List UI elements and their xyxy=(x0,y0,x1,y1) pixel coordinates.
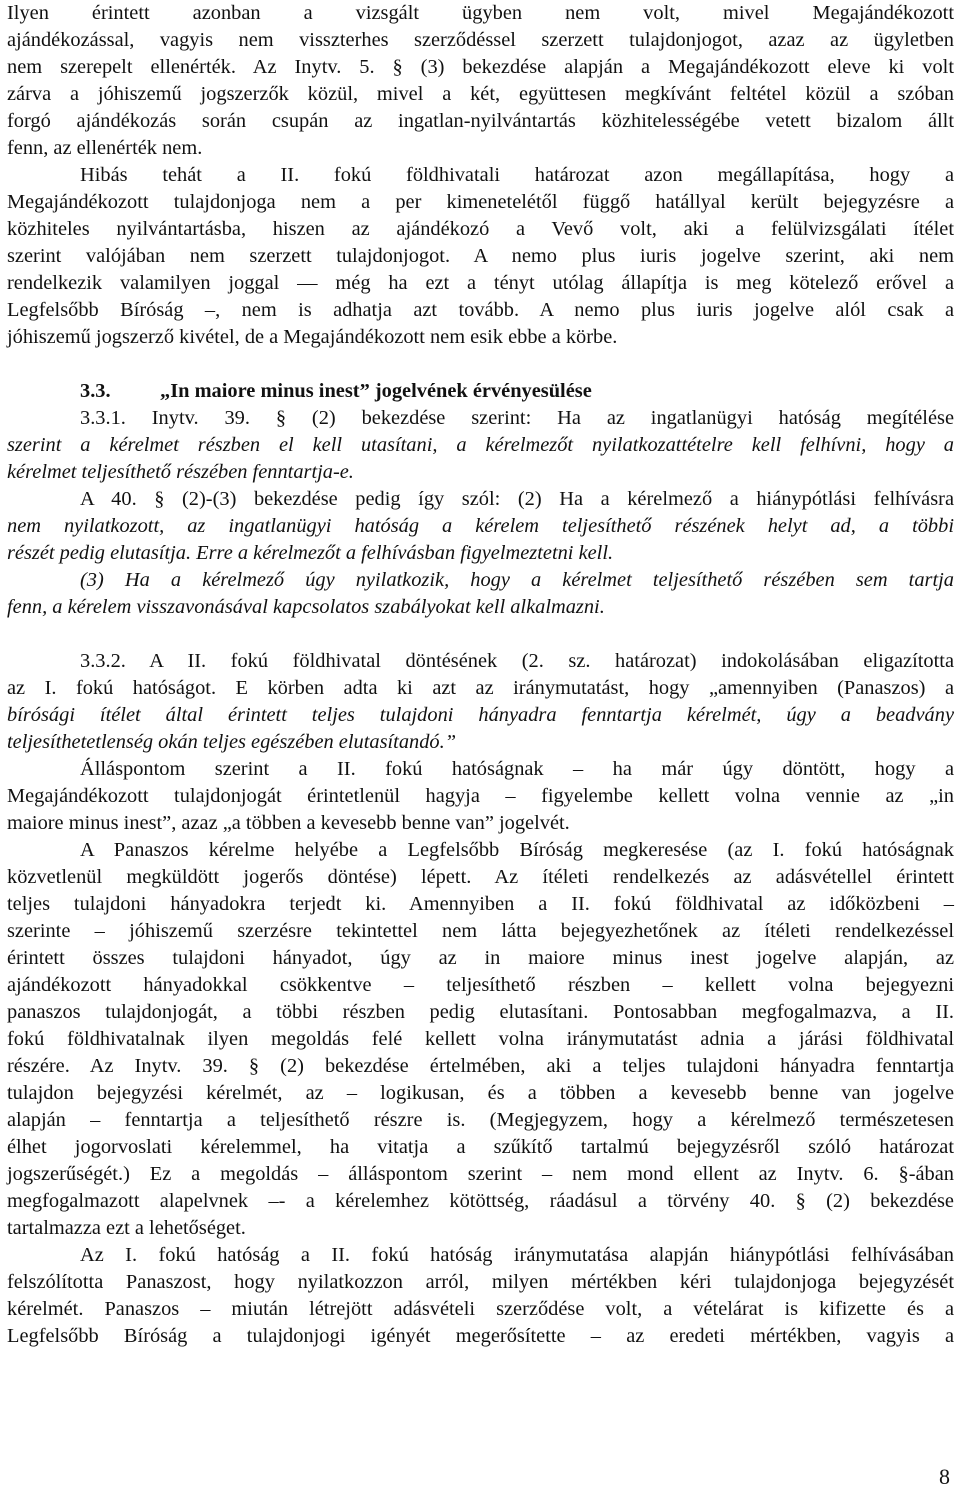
text-line: megfogalmazott alapelvnek –- a kérelemhez kötöttség, ráadásul a törvény 40. § (2) bekezdése xyxy=(7,1190,954,1212)
text-line: szerinte – jóhiszemű szerzésre tekintettel nem látta bejegyezhetőnek az ítéleti rendelkezéssel xyxy=(7,920,954,942)
text-line: teljesíthetetlenség okán teljes egészében elutasítandó.” xyxy=(7,731,457,753)
text-line: Megajándékozott tulajdonjogát érintetlenül hagyja – figyelembe kellett volna vennie az „in xyxy=(7,785,954,807)
text-line: szerint a kérelmet részben el kell utasítani, a kérelmezőt nyilatkozattételre kell felhívni, hogy a xyxy=(7,434,954,456)
text-line: (3) Ha a kérelmező úgy nyilatkozik, hogy a kérelmet teljesíthető részében sem tartja xyxy=(80,569,954,591)
text-line: teljes tulajdoni hányadokra terjedt ki. Amennyiben a II. fokú földhivatal az időközbeni – xyxy=(7,893,954,915)
text-line: felszólította Panaszost, hogy nyilatkozzon arról, milyen mértékben kéri tulajdonjoga bejegyzését xyxy=(7,1271,954,1293)
text-line: 3.3.1. Inytv. 39. § (2) bekezdése szerint: Ha az ingatlanügyi hatóság megítélése xyxy=(80,407,954,429)
text-line: A 40. § (2)-(3) bekezdése pedig így szól: (2) Ha a kérelmező a hiánypótlási felhívásra xyxy=(80,488,954,510)
text-line: nem nyilatkozott, az ingatlanügyi hatóság a kérelem teljesíthető részének helyt ad, a többi xyxy=(7,515,954,537)
text-line: Az I. fokú hatóság a II. fokú hatóság iránymutatása alapján hiánypótlási felhívásában xyxy=(80,1244,954,1266)
text-line: Hibás tehát a II. fokú földhivatali határozat azon megállapítása, hogy a xyxy=(80,164,954,186)
text-line: rendelkezik valamilyen joggal — még ha ezt a tényt utólag állapítja is meg kötelező erővel a xyxy=(7,272,954,294)
text-line: részét pedig elutasítja. Erre a kérelmezőt a felhívásban figyelmeztetni kell. xyxy=(7,542,614,564)
text-line: szerint valójában nem szerzett tulajdonjogot. A nemo plus iuris jogelve szerint, aki nem xyxy=(7,245,954,267)
text-line: forgó ajándékozás során csupán az ingatlan-nyilvántartás közhitelességébe vetett bizalom állt xyxy=(7,110,954,132)
text-line: tulajdon bejegyzési kérelmét, az – logikusan, és a többen a kevesebb benne van jogelve xyxy=(7,1082,954,1104)
text-line: nem szerepelt ellenérték. Az Inytv. 5. § (3) bekezdése alapján a Megajándékozott eleve ki volt xyxy=(7,56,954,78)
text-line: Álláspontom szerint a II. fokú hatóságnak – ha már úgy döntött, hogy a xyxy=(80,758,954,780)
text-line: jóhiszemű jogszerző kivétel, de a Megajándékozott nem esik ebbe a körbe. xyxy=(7,326,618,348)
text-line: Megajándékozott tulajdonjoga nem a per kimenetelétől függő hatállyal került bejegyzésre a xyxy=(7,191,954,213)
text-line: A Panaszos kérelme helyébe a Legfelsőbb Bíróság megkeresése (az I. fokú hatóságnak xyxy=(80,839,954,861)
text-line: tartalmazza ezt a lehetőséget. xyxy=(7,1217,246,1239)
text-line: ajándékozott hányadokkal csökkentve – teljesíthető részben – kellett volna bejegyezni xyxy=(7,974,954,996)
text-line: az I. fokú hatóságot. E körben adta ki azt az iránymutatást, hogy „amennyiben (Panaszos) a xyxy=(7,677,954,699)
text-line: jogszerűségét.) Ez a megoldás – álláspontom szerint – nem mond ellent az Inytv. 6. §-ában xyxy=(7,1163,954,1185)
text-line: bírósági ítélet által érintett teljes tulajdoni hányadra fenntartja kérelmét, úgy a beadvány xyxy=(7,704,954,726)
section-heading: „In maiore minus inest” jogelvének érvényesülése xyxy=(160,380,592,402)
text-line: érintett összes tulajdoni hányadot, úgy az in maiore minus inest jogelve alapján, az xyxy=(7,947,954,969)
text-line: maiore minus inest”, azaz „a többen a kevesebb benne van” jogelvét. xyxy=(7,812,570,834)
text-line: élhet jogorvoslati kérelemmel, ha vitatja a szűkítő tartalmú bejegyzésről szóló határozat xyxy=(7,1136,954,1158)
text-line: alapján – fenntartja a teljesíthető részre is. (Megjegyzem, hogy a kérelmező természetesen xyxy=(7,1109,954,1131)
text-line: panaszos tulajdonjogát, a többi részben pedig elutasítani. Pontosabban megfogalmazva, a II. xyxy=(7,1001,954,1023)
text-line: Legfelsőbb Bíróság –, nem is adhatja azt tovább. A nemo plus iuris jogelve alól csak a xyxy=(7,299,954,321)
text-line: kérelmet teljesíthető részében fenntartja-e. xyxy=(7,461,354,483)
text-line: közhiteles nyilvántartásba, hiszen az ajándékozó a Vevő volt, aki a felülvizsgálati ítélet xyxy=(7,218,954,240)
text-line: fenn, a kérelem visszavonásával kapcsolatos szabályokat kell alkalmazni. xyxy=(7,596,605,618)
text-line: közvetlenül megküldött jogerős döntése) lépett. Az ítéleti rendelkezés az adásvétellel érintett xyxy=(7,866,954,888)
text-line: ajándékozással, vagyis nem visszterhes szerződéssel szerzett tulajdonjogot, azaz az ügyletben xyxy=(7,29,954,51)
text-line: részére. Az Inytv. 39. § (2) bekezdése értelmében, aki a teljes tulajdoni hányadra fenntartja xyxy=(7,1055,954,1077)
text-line: Legfelsőbb Bíróság a tulajdonjogi igényét megerősítette – az eredeti mértékben, vagyis a xyxy=(7,1325,954,1347)
text-line: 3.3.2. A II. fokú földhivatal döntésének (2. sz. határozat) indokolásában eligazította xyxy=(80,650,954,672)
text-line: fokú földhivatalnak ilyen megoldás felé kellett volna iránymutatást adnia a járási földhivatal xyxy=(7,1028,954,1050)
text-line: kérelmét. Panaszos – miután létrejött adásvételi szerződése volt, a vételárat is kifizette és a xyxy=(7,1298,954,1320)
text-line: zárva a jóhiszemű jogszerzők közül, mivel a két, együttesen megkívánt feltétel közül a szóban xyxy=(7,83,954,105)
page-number: 8 xyxy=(939,1464,950,1489)
section-number: 3.3. xyxy=(80,380,111,402)
text-line: Ilyen érintett azonban a vizsgált ügyben nem volt, mivel Megajándékozott xyxy=(7,2,954,24)
text-line: fenn, az ellenérték nem. xyxy=(7,137,203,159)
